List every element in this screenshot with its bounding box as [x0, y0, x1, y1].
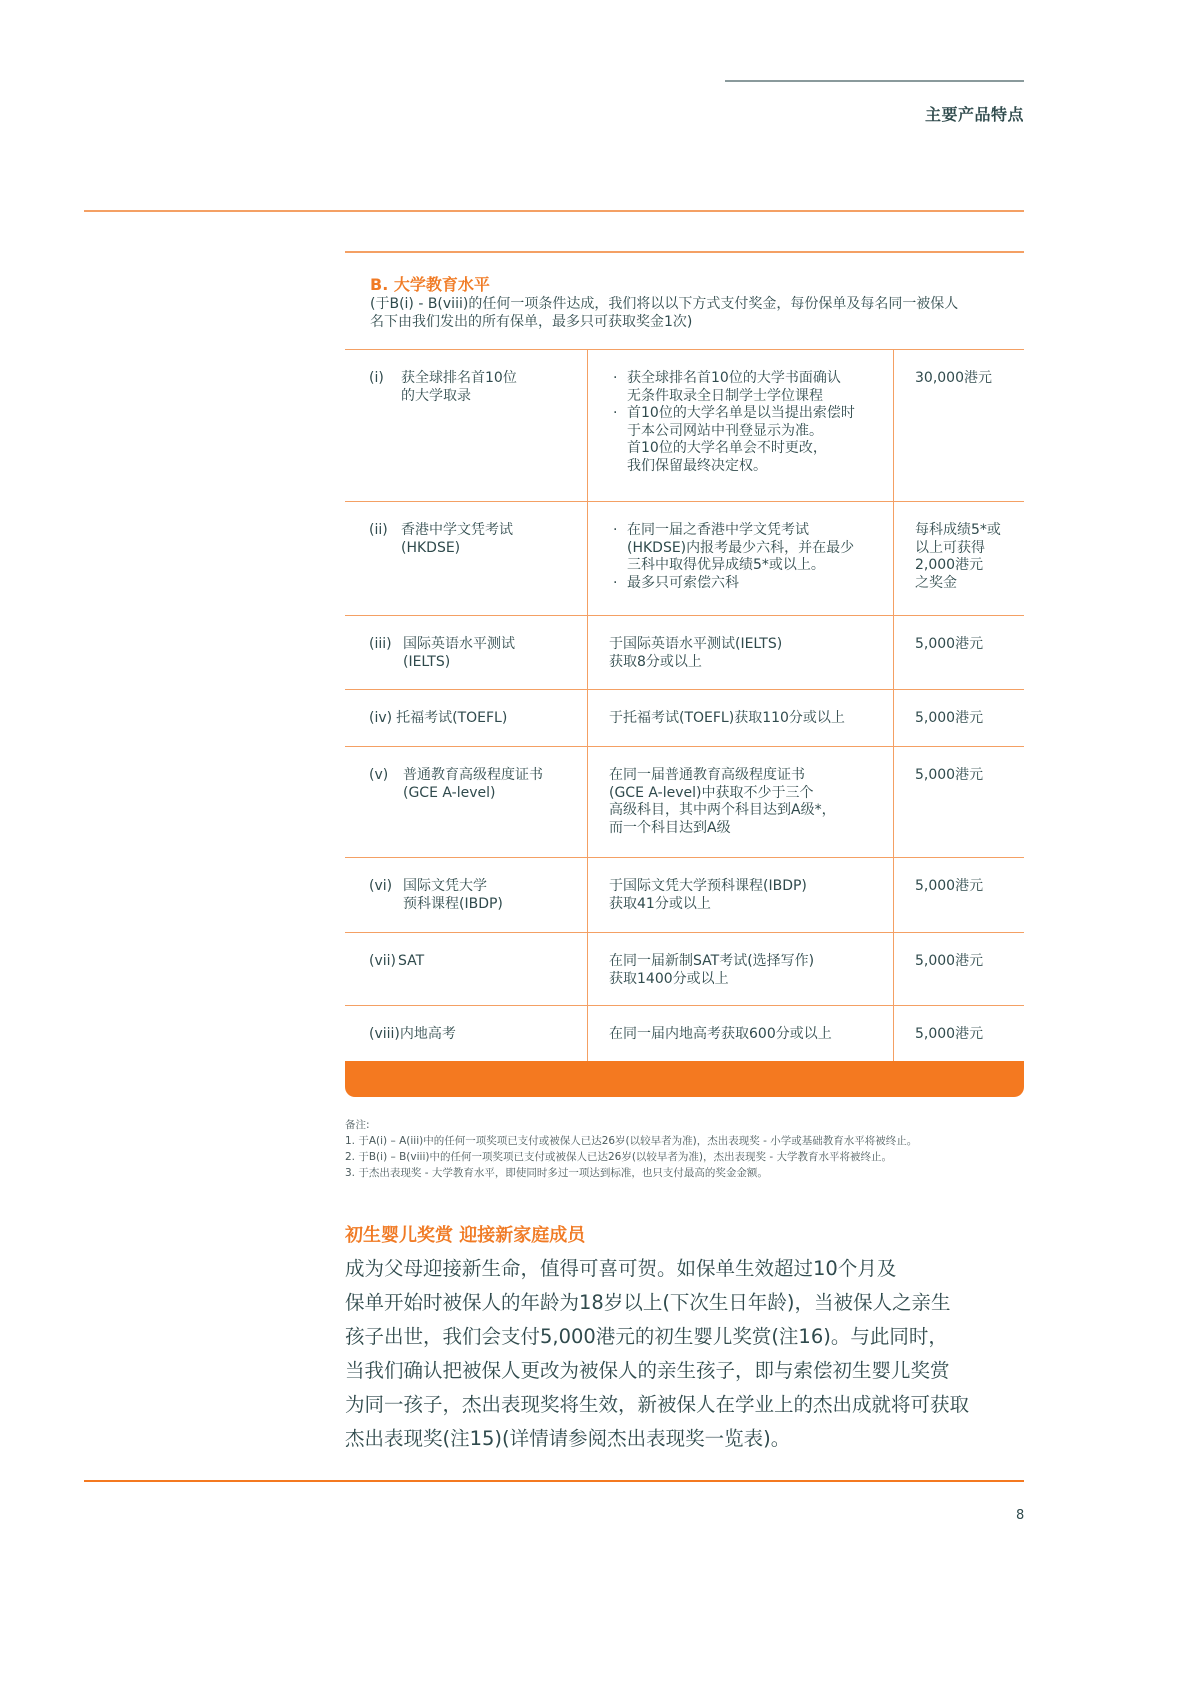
amount-line: 5,000港元 [915, 953, 984, 969]
row-name-cell [345, 858, 588, 932]
table-row [345, 615, 1024, 689]
criteria-bullet [609, 405, 893, 475]
row-amount-cell [894, 1006, 1024, 1061]
criteria-bullet [609, 370, 893, 405]
note-item: 3. 于杰出表现奖 - 大学教育水平，即使同时多过一项达到标准，也只支付最高的奖金金额。 [345, 1167, 768, 1179]
row-amount-cell [894, 350, 1024, 501]
amount-line: 5,000港元 [915, 878, 984, 894]
criteria-line: 无条件取录全日制学士学位课程 [627, 387, 823, 404]
criteria-line: 在同一届新制SAT考试(选择写作) [609, 953, 815, 969]
body-line: 当我们确认把被保人更改为被保人的亲生孩子，即与索偿初生婴儿奖赏 [345, 1359, 950, 1382]
row-criteria-cell [588, 933, 894, 1005]
amount-line: 5,000港元 [915, 636, 984, 652]
header-rule [725, 80, 1024, 82]
row-criteria-cell [588, 1006, 894, 1061]
criteria-line: 首10位的大学名单会不时更改， [627, 440, 827, 456]
baby-bonus-body [345, 1252, 1025, 1456]
bullet-icon: · [613, 370, 618, 386]
body-line: 保单开始时被保人的年龄为18岁以上(下次生日年龄)，当被保人之亲生 [345, 1291, 951, 1314]
criteria-line: 在同一届内地高考获取600分或以上 [609, 1026, 832, 1042]
table-row [345, 689, 1024, 746]
row-amount-cell [894, 747, 1024, 857]
amount-line: 5,000港元 [915, 767, 984, 783]
bonus-table [345, 349, 1024, 1061]
bullet-icon: · [613, 522, 618, 538]
note-item: 2. 于B(i) – B(viii)中的任何一项奖项已支付或被保人已达26岁(以较早者为准)，杰出表现奖 - 大学教育水平将被终止。 [345, 1151, 892, 1163]
body-line: 成为父母迎接新生命，值得可喜可贺。如保单生效超过10个月及 [345, 1257, 897, 1280]
amount-line: 5,000港元 [915, 710, 984, 726]
criteria-line: 获全球排名首10位的大学书面确认 [627, 370, 841, 386]
row-criteria-cell [588, 350, 894, 501]
row-number: (iii) [369, 636, 392, 652]
row-name-line: 香港中学文凭考试 [401, 522, 513, 538]
row-name-cell [345, 1006, 588, 1061]
criteria-line: 而一个科目达到A级 [609, 819, 731, 836]
section-subtitle [370, 295, 1010, 331]
row-name-line: 内地高考 [399, 1026, 456, 1042]
row-number: (iv) [369, 710, 393, 726]
table-row [345, 349, 1024, 501]
bullet-icon: · [613, 405, 618, 421]
criteria-line: 获取1400分或以上 [609, 970, 729, 987]
row-name-line: 获全球排名首10位 [401, 370, 517, 386]
row-name-line: 普通教育高级程度证书 [403, 767, 543, 783]
row-name-cell [345, 350, 588, 501]
amount-line: 每科成绩5*或 [915, 522, 1001, 538]
row-amount-cell [894, 858, 1024, 932]
notes [345, 1117, 917, 1181]
row-number: (viii) [369, 1026, 400, 1042]
table-row [345, 746, 1024, 857]
body-line: 杰出表现奖(注15)(详情请参阅杰出表现奖一览表)。 [345, 1427, 791, 1450]
row-amount-cell [894, 616, 1024, 689]
subtitle-line: (于B(i) - B(viii)的任何一项条件达成，我们将以以下方式支付奖金，每份保单及每名同一被保人 [370, 296, 959, 312]
baby-bonus-title: 初生婴儿奖赏 迎接新家庭成员 [345, 1225, 586, 1246]
criteria-line: 最多只可索偿六科 [627, 574, 739, 591]
row-number: (vi) [369, 878, 393, 894]
notes-label: 备注: [345, 1119, 370, 1131]
page-number: 8 [1016, 1508, 1025, 1523]
row-name-line: 托福考试(TOEFL) [396, 710, 508, 726]
table-row [345, 501, 1024, 615]
table-row [345, 932, 1024, 1005]
criteria-line: (GCE A-level)中获取不少于三个 [609, 784, 814, 801]
section-top-rule [345, 251, 1024, 253]
row-criteria-cell [588, 747, 894, 857]
row-name-line: SAT [398, 953, 425, 969]
amount-line: 以上可获得 [915, 539, 985, 556]
row-name-line: 国际英语水平测试 [403, 636, 515, 652]
criteria-bullet [609, 522, 893, 575]
row-name-cell [345, 502, 588, 615]
amount-line: 30,000港元 [915, 370, 992, 386]
criteria-line: 于国际英语水平测试(IELTS) [609, 636, 783, 652]
criteria-line: 于国际文凭大学预科课程(IBDP) [609, 878, 807, 894]
row-name-cell [345, 616, 588, 689]
row-criteria-cell [588, 858, 894, 932]
row-number: (vii) [369, 953, 396, 969]
subtitle-line: 名下由我们发出的所有保单，最多只可获取奖金1次) [370, 314, 693, 330]
section-title: B. 大学教育水平 [370, 275, 490, 294]
body-line: 孩子出世，我们会支付5,000港元的初生婴儿奖赏(注16)。与此同时， [345, 1325, 948, 1348]
amount-line: 5,000港元 [915, 1026, 984, 1042]
row-name-line: 预科课程(IBDP) [403, 895, 503, 912]
amount-line: 2,000港元 [915, 557, 984, 573]
row-number: (ii) [369, 522, 388, 538]
criteria-line: 获取8分或以上 [609, 653, 702, 670]
bullet-icon: · [613, 574, 618, 591]
criteria-line: 我们保留最终决定权。 [627, 457, 767, 474]
row-number: (v) [369, 767, 389, 783]
row-amount-cell [894, 933, 1024, 1005]
running-title: 主要产品特点 [924, 105, 1024, 124]
criteria-line: 高级科目，其中两个科目达到A级*， [609, 802, 836, 818]
note-item: 1. 于A(i) – A(iii)中的任何一项奖项已支付或被保人已达26岁(以较早者为准)，杰出表现奖 - 小学或基础教育水平将被终止。 [345, 1135, 918, 1147]
table-row [345, 857, 1024, 932]
row-criteria-cell [588, 690, 894, 746]
criteria-line: 三科中取得优异成绩5*或以上。 [627, 557, 825, 573]
amount-line: 之奖金 [915, 574, 957, 591]
row-name-line: 的大学取录 [401, 387, 471, 404]
table-footer-bar [345, 1061, 1024, 1097]
row-criteria-cell [588, 502, 894, 615]
body-line: 为同一孩子，杰出表现奖将生效，新被保人在学业上的杰出成就将可获取 [345, 1393, 970, 1416]
row-name-cell [345, 933, 588, 1005]
criteria-line: 获取41分或以上 [609, 895, 711, 912]
criteria-line: (HKDSE)内报考最少六科，并在最少 [627, 539, 855, 556]
header-divider [84, 210, 1024, 212]
criteria-line: 在同一届之香港中学文凭考试 [627, 522, 809, 538]
criteria-line: 在同一届普通教育高级程度证书 [609, 767, 805, 783]
row-name-line: 国际文凭大学 [403, 878, 487, 894]
footer-divider [84, 1480, 1024, 1482]
row-name-cell [345, 690, 588, 746]
row-amount-cell [894, 690, 1024, 746]
criteria-line: 于托福考试(TOEFL)获取110分或以上 [609, 710, 845, 726]
table-row [345, 1005, 1024, 1061]
criteria-line: 于本公司网站中刊登显示为准。 [627, 422, 823, 439]
row-amount-cell [894, 502, 1024, 615]
criteria-bullet [609, 575, 893, 593]
row-name-line: (IELTS) [403, 653, 451, 670]
row-name-line: (GCE A-level) [403, 784, 496, 801]
row-number: (i) [369, 370, 384, 386]
row-name-cell [345, 747, 588, 857]
criteria-line: 首10位的大学名单是以当提出索偿时 [627, 405, 855, 421]
row-name-line: (HKDSE) [401, 539, 461, 556]
row-criteria-cell [588, 616, 894, 689]
